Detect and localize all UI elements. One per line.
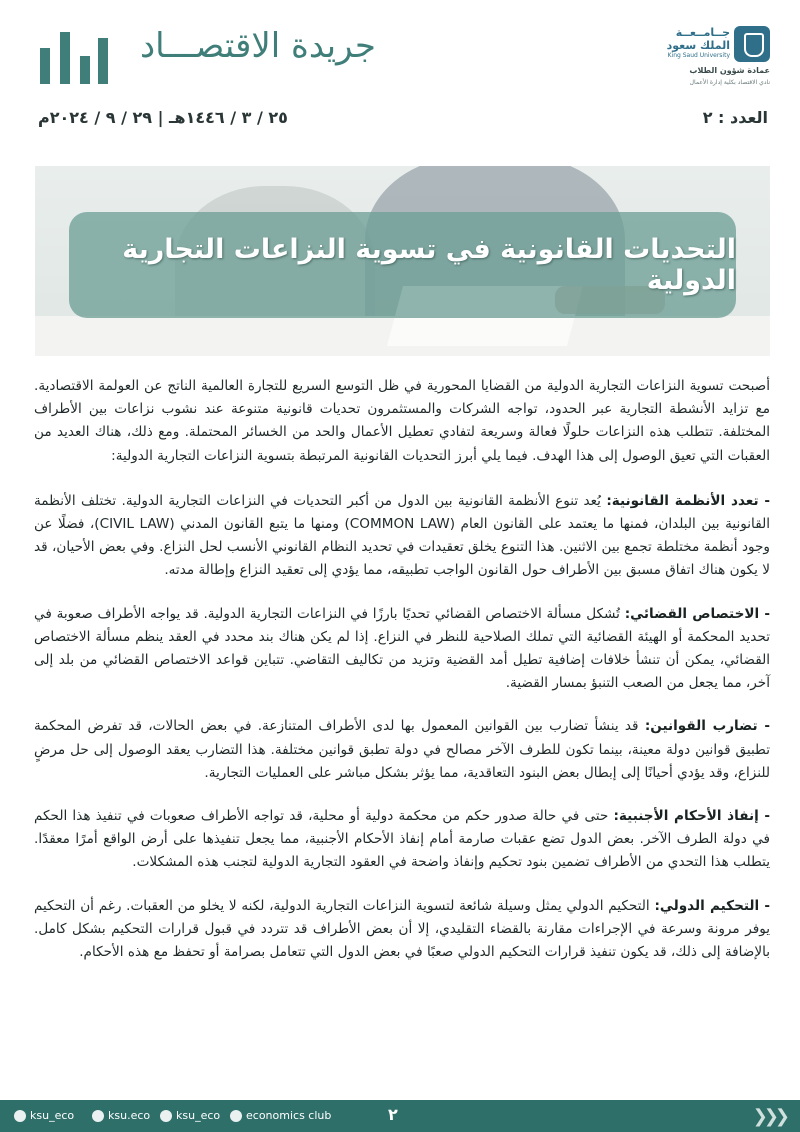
tiktok-icon <box>92 1110 104 1122</box>
linkedin-icon <box>230 1110 242 1122</box>
instagram-icon <box>160 1110 172 1122</box>
section-body: التحكيم الدولي يمثل وسيلة شائعة لتسوية النزاعات التجارية الدولية، لكنه لا يخلو من العقبات. رغم أن التحكيم يوفر مرونة وسرعة في الإجراءات مقارنة بالقضاء التقليدي، إلا أن بعض الأطراف قد تتردد في قبول قرارات التحكيم بشكل كامل. بالإضافة إلى ذلك، قد يكون تنفيذ قرارات التحكيم الدولي صعبًا في بعض الدول التي تتعامل بصرامة أو تحفظ مع هذه الأحكام. <box>34 897 770 961</box>
section-heading: - تضارب القوانين: <box>644 718 771 735</box>
page-number: ٢ <box>388 1105 398 1124</box>
page-header <box>0 0 800 127</box>
issue-number: العدد : ٢ <box>702 108 768 127</box>
deanship-label: عمادة شؤون الطلاب <box>689 66 770 75</box>
article-body <box>34 375 770 984</box>
article-section <box>34 490 770 583</box>
section-body: قد ينشأ تضارب بين القوانين المعمول بها لدى الأطراف المتنازعة. في بعض الحالات، قد تفرض المحكمة تطبيق قوانين دولة معينة، بينما تكون للطرف الآخر مصالح في دولة تطبق قوانين مختلفة. هذا التضارب يعقد الوصول إلى حل مرضٍ للنزاع، وقد يؤدي أحيانًا إلى إبطال بعض البنود التعاقدية، مما يؤثر بشكل مباشر على العمليات التجارية. <box>34 718 770 781</box>
title-banner <box>69 212 736 318</box>
article-section <box>34 895 770 965</box>
x-icon <box>14 1110 26 1122</box>
chevrons-icon: ❯❯❯ <box>752 1106 786 1127</box>
social-tiktok-link[interactable]: ksu.eco <box>92 1109 150 1122</box>
issue-dates: ٢٥ / ٣ / ١٤٤٦هـ | ٢٩ / ٩ / ٢٠٢٤م <box>38 108 288 127</box>
university-emblem-icon <box>734 26 770 62</box>
newspaper-title: جريدة الاقتصـــاد <box>140 26 376 66</box>
article-intro: أصبحت تسوية النزاعات التجارية الدولية من القضايا المحورية في ظل التوسع السريع للتجارة العالمية الناتج عن العولمة الاقتصادية. مع تزايد الأنشطة التجارية عبر الحدود، تواجه الشركات والمستثمرون تحديات قانونية متنوعة عند نشوب نزاعات بين الأطراف المختلفة. تتطلب هذه النزاعات حلولًا فعالة وسريعة لتفادي تعطيل الأعمال والحد من الخسائر المحتملة. ومع ذلك، هناك العديد من العقبات التي تعيق الوصول إلى هذا الهدف. فيما يلي أبرز التحديات القانونية المرتبطة بتسوية النزاعات التجارية الدولية: <box>34 378 770 464</box>
section-heading: - إنفاذ الأحكام الأجنبية: <box>613 808 770 825</box>
article-section <box>34 715 770 785</box>
university-name-en: King Saud University <box>667 52 730 59</box>
university-name-ar: جــامــعــة الملك سعود <box>666 26 730 52</box>
section-heading: - الاختصاص القضائي: <box>624 605 770 622</box>
article-section <box>34 603 770 696</box>
social-x-link[interactable]: ksu_eco <box>14 1109 74 1122</box>
social-linkedin-link[interactable]: economics club <box>230 1109 331 1122</box>
social-instagram-link[interactable]: ksu_eco <box>160 1109 220 1122</box>
issue-meta <box>38 108 768 132</box>
article-section <box>34 805 770 875</box>
section-body: تُشكل مسألة الاختصاص القضائي تحديًا بارزًا في النزاعات التجارية الدولية. قد يواجه الأطراف صعوبة في تحديد المحكمة أو الهيئة القضائية التي تملك الصلاحية للنظر في النزاع. إذا لم يكن هناك بند محدد في العقد ينظم مسألة الاختصاص القضائي، يمكن أن تنشأ خلافات إضافية تطيل أمد القضية وتزيد من تكاليف التقاضي. تتباين قواعد الاختصاص القضائي من بلد إلى آخر، مما يجعل من الصعب التنبؤ بمسار القضية. <box>34 605 770 692</box>
section-body: حتى في حالة صدور حكم من محكمة دولية أو محلية، قد تواجه الأطراف صعوبات في تنفيذ هذا الحكم في دولة الطرف الآخر. بعض الدول تضع عقبات صارمة أمام إنفاذ الأحكام الأجنبية، مما يجعل تنفيذها على أرض الواقع أمرًا معقدًا. يتطلب هذا التحدي من الأطراف تضمين بنود تحكيم وإنفاذ واضحة في العقود التجارية الدولية لتجنب هذه المشكلات. <box>34 808 770 871</box>
newspaper-logo-icon <box>40 32 110 84</box>
page-footer <box>0 1100 800 1132</box>
hero-image <box>35 166 770 356</box>
section-body: يُعد تنوع الأنظمة القانونية بين الدول من أكبر التحديات في النزاعات التجارية الدولية. تختلف الأنظمة القانونية بين البلدان، فمنها ما يعتمد على القانون العام (COMMON LAW) ومنها ما يتبع القانون المدني (CIVIL LAW)، فضلًا عن وجود أنظمة مختلطة تجمع بين الاثنين. هذا التنوع يخلق تعقيدات في تحديد النظام القانوني الأنسب لحل النزاع. وفي بعض الأحيان، قد لا يكون هناك اتفاق مسبق بين الأطراف حول القانون الواجب تطبيقه، مما يؤدي إلى تعقيد النزاع وإطالة مدته. <box>34 492 770 579</box>
club-label: نادي الاقتصاد بكلية إدارة الأعمال <box>689 79 770 86</box>
section-heading: - تعدد الأنظمة القانونية: <box>606 492 770 509</box>
university-logo <box>652 22 770 86</box>
section-heading: - التحكيم الدولي: <box>654 897 770 914</box>
article-title: التحديات القانونية في تسوية النزاعات التجارية الدولية <box>122 234 736 296</box>
